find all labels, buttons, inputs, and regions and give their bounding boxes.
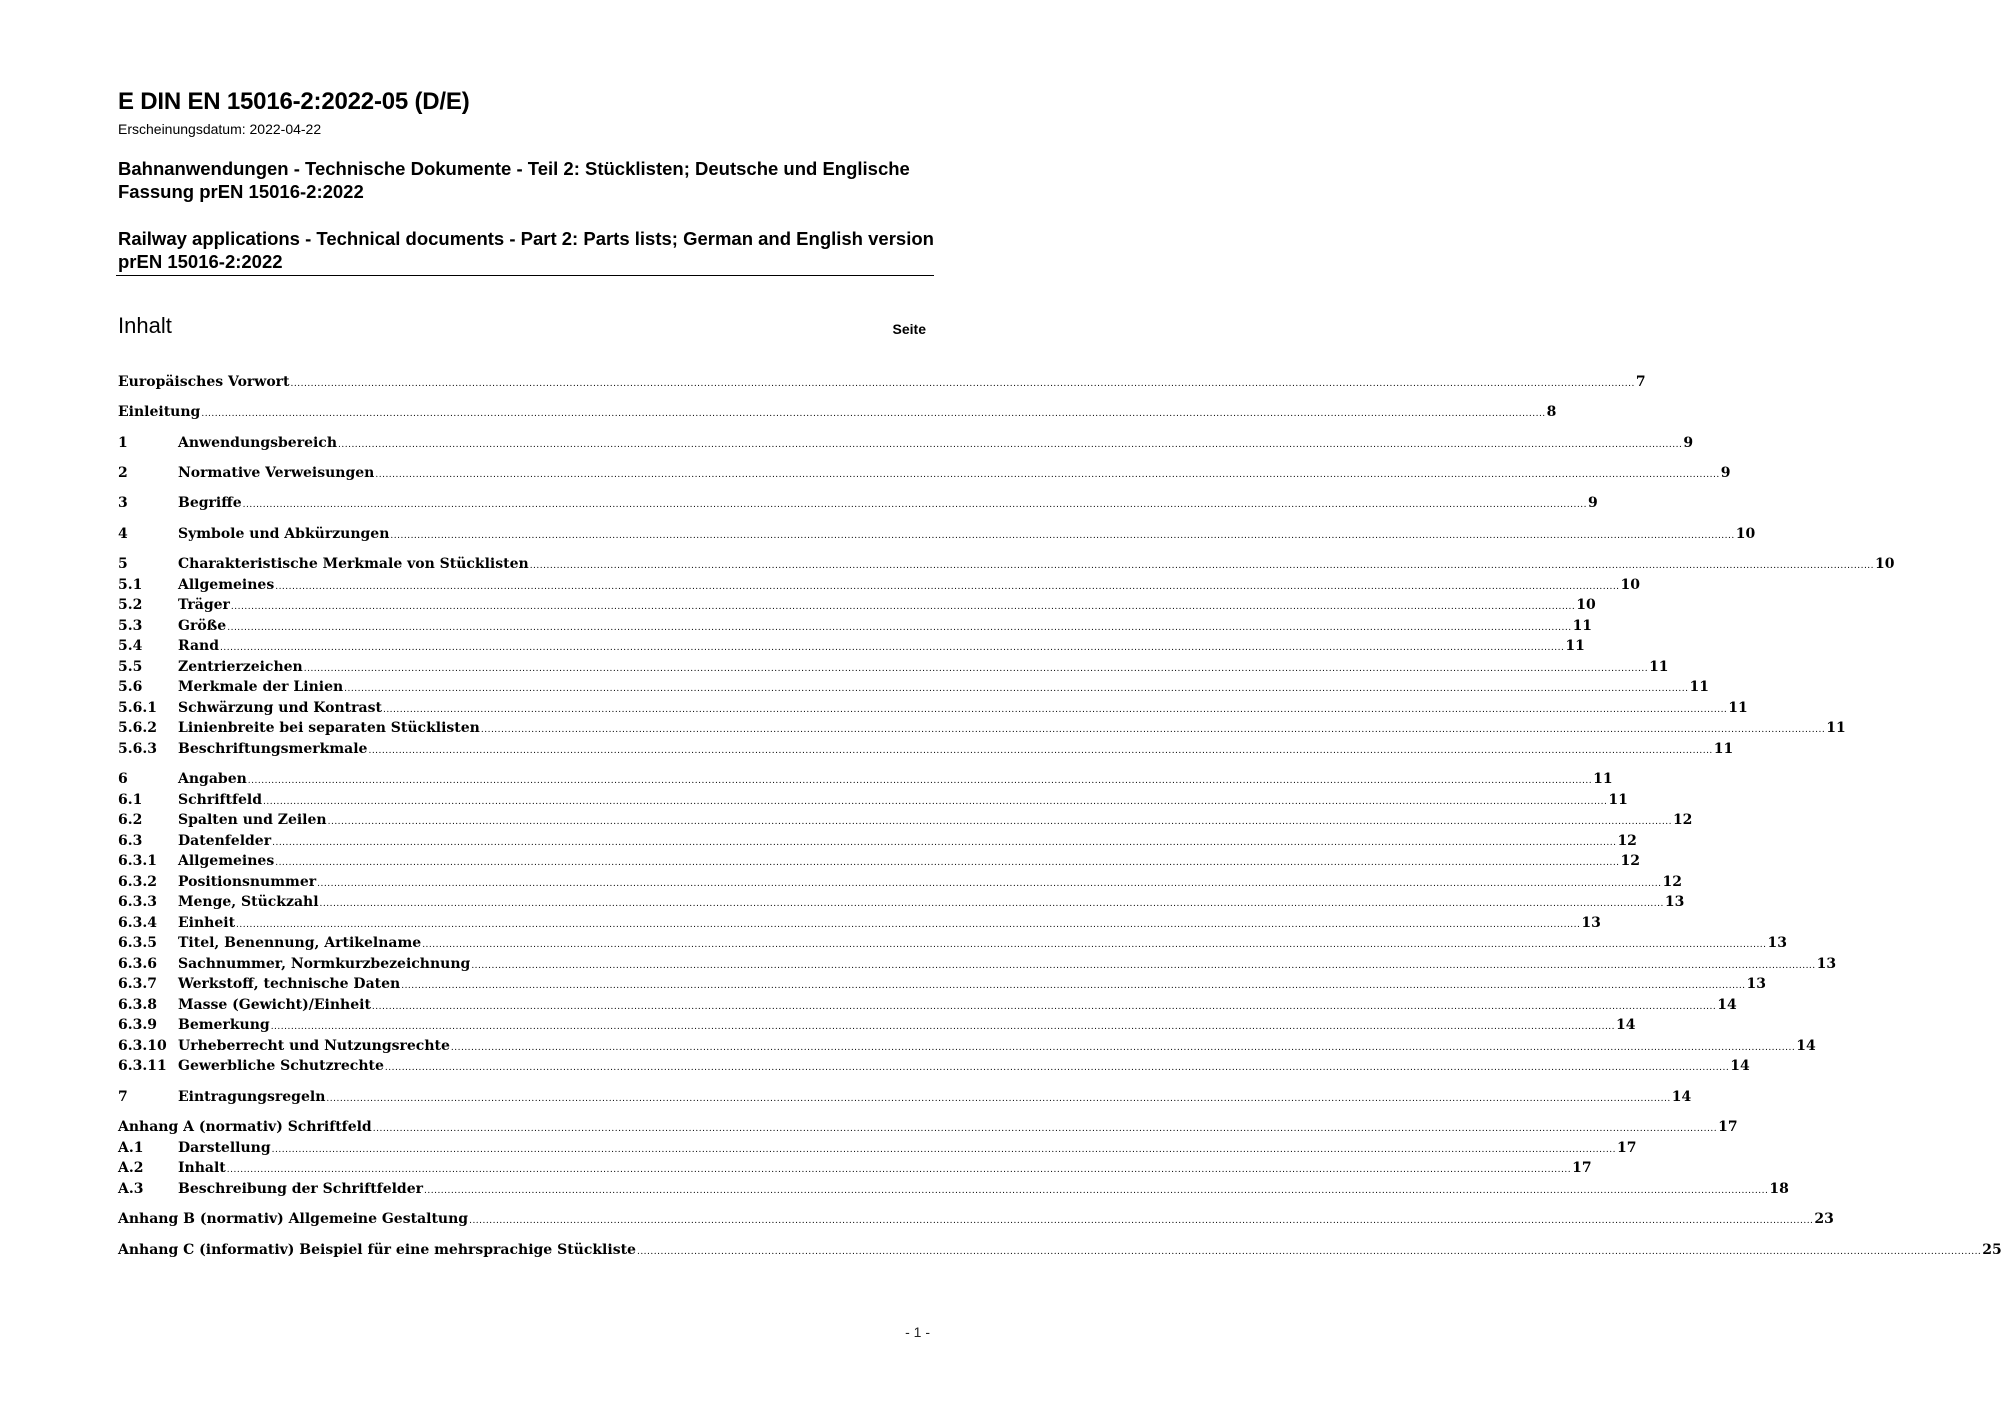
toc-dot-leader: ................................................................................................................................................................................................................................................................................................................................................................................................................: [275, 582, 1620, 592]
toc-entry-number: 6.3.2: [118, 874, 157, 890]
toc-entry-page: 12: [1620, 853, 1641, 869]
toc-entry[interactable]: [118, 995, 1737, 1015]
toc-entry[interactable]: [118, 913, 1601, 933]
toc-entry[interactable]: [118, 739, 1734, 759]
document-id: E DIN EN 15016-2:2022-05 (D/E): [118, 88, 470, 115]
toc-entry[interactable]: [118, 657, 1669, 677]
toc-entry-title: Masse (Gewicht)/Einheit: [178, 997, 371, 1013]
toc-entry[interactable]: [118, 718, 1846, 738]
toc-entry-page: 10: [1576, 597, 1596, 613]
toc-entry-page: 11: [1593, 771, 1613, 787]
toc-entry-number: 6: [118, 771, 128, 787]
toc-entry[interactable]: [118, 790, 1628, 810]
toc-entry[interactable]: [118, 698, 1748, 718]
toc-entry-number: 6.3.5: [118, 935, 157, 951]
toc-dot-leader: ................................................................................................................................................................................................................................................................................................................................................................................................................: [326, 1094, 1671, 1104]
toc-entry-title: Darstellung: [178, 1140, 271, 1156]
title-english: Railway applications - Technical documents - Part 2: Parts lists; German and English version prEN 15016-2:2022: [118, 228, 934, 272]
toc-entry-title: Europäisches Vorwort: [118, 374, 290, 390]
toc-dot-leader: ................................................................................................................................................................................................................................................................................................................................................................................................................: [272, 838, 1617, 848]
toc-entry[interactable]: [118, 1117, 1738, 1137]
toc-entry-page: 13: [1664, 894, 1685, 910]
toc-entry-number: 6.3.4: [118, 915, 157, 931]
toc-dot-leader: ................................................................................................................................................................................................................................................................................................................................................................................................................: [338, 440, 1683, 450]
title-german: Bahnanwendungen - Technische Dokumente - Teil 2: Stücklisten; Deutsche und Englische Fassung prEN 15016-2:2022: [118, 158, 910, 202]
publication-date: Erscheinungsdatum: 2022-04-22: [118, 121, 322, 137]
toc-entry-title: Begriffe: [178, 495, 242, 511]
toc-dot-leader: ................................................................................................................................................................................................................................................................................................................................................................................................................: [242, 500, 1587, 510]
toc-entry-number: 6.3.1: [118, 853, 157, 869]
toc-dot-leader: ................................................................................................................................................................................................................................................................................................................................................................................................................: [375, 470, 1720, 480]
toc-entry-number: 4: [118, 526, 128, 542]
toc-dot-leader: ................................................................................................................................................................................................................................................................................................................................................................................................................: [263, 797, 1608, 807]
toc-entry-title: Anhang A (normativ) Schriftfeld: [118, 1119, 372, 1135]
toc-entry[interactable]: [118, 636, 1585, 656]
toc-entry-page: 18: [1769, 1181, 1789, 1197]
toc-entry-number: 6.2: [118, 812, 143, 828]
toc-dot-leader: ................................................................................................................................................................................................................................................................................................................................................................................................................: [319, 899, 1664, 909]
toc-entry-page: 13: [1746, 976, 1767, 992]
toc-entry-title: Inhalt: [178, 1160, 226, 1176]
toc-entry-title: Titel, Benennung, Artikelname: [178, 935, 422, 951]
toc-entry-title: Charakteristische Merkmale von Stücklisten: [178, 556, 529, 572]
toc-entry-page: 11: [1608, 792, 1628, 808]
toc-entry-page: 12: [1617, 833, 1637, 849]
toc-entry[interactable]: [118, 493, 1598, 513]
toc-entry-page: 11: [1689, 679, 1709, 695]
toc-entry-page: 11: [1728, 700, 1748, 716]
toc-entry-page: 11: [1572, 618, 1593, 634]
toc-dot-leader: ................................................................................................................................................................................................................................................................................................................................................................................................................: [371, 1002, 1717, 1012]
toc-entry-number: 5.2: [118, 597, 143, 613]
toc-entry-number: 5.1: [118, 577, 143, 593]
toc-entry-title: Werkstoff, technische Daten: [178, 976, 401, 992]
toc-dot-leader: ................................................................................................................................................................................................................................................................................................................................................................................................................: [469, 1216, 1814, 1226]
toc-dot-leader: ................................................................................................................................................................................................................................................................................................................................................................................................................: [471, 961, 1816, 971]
toc-entry-number: A.3: [118, 1181, 144, 1197]
toc-entry-page: 9: [1587, 495, 1598, 511]
toc-page-column-label: Seite: [892, 321, 926, 337]
toc-dot-leader: ................................................................................................................................................................................................................................................................................................................................................................................................................: [227, 623, 1572, 633]
toc-entry-title: Allgemeines: [178, 577, 275, 593]
toc-entry[interactable]: [118, 954, 1837, 974]
toc-entry-number: 7: [118, 1089, 128, 1105]
toc-entry-title: Beschriftungsmerkmale: [178, 741, 368, 757]
toc-entry[interactable]: [118, 892, 1685, 912]
toc-entry[interactable]: [118, 1056, 1750, 1076]
toc-dot-leader: ................................................................................................................................................................................................................................................................................................................................................................................................................: [247, 776, 1593, 786]
toc-entry-page: 17: [1572, 1160, 1592, 1176]
toc-dot-leader: ................................................................................................................................................................................................................................................................................................................................................................................................................: [317, 879, 1662, 889]
toc-entry[interactable]: [118, 974, 1767, 994]
toc-dot-leader: ................................................................................................................................................................................................................................................................................................................................................................................................................: [270, 1022, 1616, 1032]
toc-entry-page: 10: [1620, 577, 1641, 593]
toc-entry-title: Zentrierzeichen: [178, 659, 303, 675]
toc-dot-leader: ................................................................................................................................................................................................................................................................................................................................................................................................................: [480, 725, 1826, 735]
toc-entry[interactable]: [118, 851, 1641, 871]
toc-entry-page: 14: [1616, 1017, 1636, 1033]
toc-dot-leader: ................................................................................................................................................................................................................................................................................................................................................................................................................: [382, 705, 1728, 715]
toc-entry-number: 6.3.7: [118, 976, 157, 992]
toc-entry[interactable]: [118, 810, 1693, 830]
page-number: - 1 -: [905, 1324, 930, 1340]
toc-entry-title: Anhang B (normativ) Allgemeine Gestaltung: [118, 1211, 469, 1227]
toc-entry-number: 1: [118, 435, 128, 451]
toc-entry-page: 25: [1982, 1242, 2002, 1258]
toc-entry[interactable]: [118, 1209, 1834, 1229]
toc-entry-number: 6.3.10: [118, 1038, 167, 1054]
toc-entry-page: 13: [1816, 956, 1837, 972]
toc-entry-number: 2: [118, 465, 128, 481]
toc-dot-leader: ................................................................................................................................................................................................................................................................................................................................................................................................................: [636, 1247, 1982, 1257]
toc-entry-title: Rand: [178, 638, 219, 654]
toc-heading: Inhalt: [118, 313, 172, 338]
toc-dot-leader: ................................................................................................................................................................................................................................................................................................................................................................................................................: [424, 1186, 1769, 1196]
toc-entry-page: 7: [1635, 374, 1646, 390]
toc-entry[interactable]: [118, 1087, 1692, 1107]
toc-entry-number: 5.6.3: [118, 741, 157, 757]
toc-entry-page: 14: [1671, 1089, 1692, 1105]
toc-entry-page: 12: [1672, 812, 1693, 828]
toc-entry-title: Einheit: [178, 915, 236, 931]
toc-entry-number: 6.3.9: [118, 1017, 157, 1033]
toc-entry[interactable]: [118, 769, 1613, 789]
toc-entry-title: Normative Verweisungen: [178, 465, 375, 481]
toc-entry-page: 14: [1717, 997, 1737, 1013]
toc-entry-number: 5.6.1: [118, 700, 157, 716]
toc-dot-leader: ................................................................................................................................................................................................................................................................................................................................................................................................................: [450, 1043, 1796, 1053]
toc-entry-number: 6.3.6: [118, 956, 157, 972]
toc-entry-title: Gewerbliche Schutzrechte: [178, 1058, 384, 1074]
toc-entry[interactable]: [118, 575, 1641, 595]
toc-entry[interactable]: [118, 677, 1709, 697]
toc-entry[interactable]: [118, 1158, 1592, 1178]
toc-dot-leader: ................................................................................................................................................................................................................................................................................................................................................................................................................: [271, 1145, 1616, 1155]
toc-entry-page: 8: [1546, 404, 1557, 420]
toc-entry-page: 13: [1581, 915, 1601, 931]
toc-entry-number: 5.4: [118, 638, 143, 654]
toc-dot-leader: ................................................................................................................................................................................................................................................................................................................................................................................................................: [230, 602, 1576, 612]
toc-dot-leader: ................................................................................................................................................................................................................................................................................................................................................................................................................: [401, 981, 1746, 991]
toc-entry-page: 14: [1796, 1038, 1816, 1054]
toc-entry-title: Träger: [178, 597, 230, 613]
toc-entry-page: 9: [1720, 465, 1731, 481]
toc-entry-page: 17: [1616, 1140, 1637, 1156]
toc-entry-page: 12: [1662, 874, 1682, 890]
toc-entry[interactable]: [118, 524, 1756, 544]
toc-dot-leader: ................................................................................................................................................................................................................................................................................................................................................................................................................: [344, 684, 1689, 694]
toc-entry-title: Symbole und Abkürzungen: [178, 526, 390, 542]
toc-dot-leader: ................................................................................................................................................................................................................................................................................................................................................................................................................: [529, 561, 1875, 571]
toc-entry-title: Eintragungsregeln: [178, 1089, 326, 1105]
toc-entry[interactable]: [118, 831, 1637, 851]
toc-dot-leader: ................................................................................................................................................................................................................................................................................................................................................................................................................: [372, 1124, 1718, 1134]
toc-entry-page: 11: [1565, 638, 1585, 654]
toc-dot-leader: ................................................................................................................................................................................................................................................................................................................................................................................................................: [422, 940, 1767, 950]
toc-entry-title: Anwendungsbereich: [178, 435, 337, 451]
toc-entry[interactable]: [118, 1015, 1636, 1035]
toc-entry-number: 6.3.11: [118, 1058, 167, 1074]
toc-dot-leader: ................................................................................................................................................................................................................................................................................................................................................................................................................: [226, 1165, 1572, 1175]
toc-entry-title: Anhang C (informativ) Beispiel für eine mehrsprachige Stückliste: [118, 1242, 636, 1258]
toc-entry-title: Spalten und Zeilen: [178, 812, 327, 828]
toc-entry-number: 6.3.3: [118, 894, 157, 910]
toc-entry-page: 9: [1683, 435, 1694, 451]
toc-entry[interactable]: [118, 372, 1646, 392]
toc-entry[interactable]: [118, 402, 1557, 422]
toc-dot-leader: ................................................................................................................................................................................................................................................................................................................................................................................................................: [275, 858, 1620, 868]
toc-entry-number: 6.3: [118, 833, 143, 849]
toc-entry-page: 14: [1730, 1058, 1750, 1074]
toc-entry-title: Schriftfeld: [178, 792, 263, 808]
toc-entry[interactable]: [118, 1179, 1789, 1199]
toc-dot-leader: ................................................................................................................................................................................................................................................................................................................................................................................................................: [390, 531, 1735, 541]
toc-entry-number: A.1: [118, 1140, 144, 1156]
toc-entry-title: Einleitung: [118, 404, 201, 420]
toc-entry-title: Schwärzung und Kontrast: [178, 700, 382, 716]
toc-dot-leader: ................................................................................................................................................................................................................................................................................................................................................................................................................: [384, 1063, 1730, 1073]
toc-entry-title: Urheberrecht und Nutzungsrechte: [178, 1038, 450, 1054]
toc-dot-leader: ................................................................................................................................................................................................................................................................................................................................................................................................................: [201, 409, 1546, 419]
toc-entry-page: 23: [1814, 1211, 1834, 1227]
toc-entry-title: Merkmale der Linien: [178, 679, 344, 695]
toc-entry-number: 5: [118, 556, 128, 572]
toc-entry-number: A.2: [118, 1160, 144, 1176]
toc-entry-page: 17: [1718, 1119, 1738, 1135]
toc-entry[interactable]: [118, 872, 1682, 892]
toc-entry-number: 5.3: [118, 618, 143, 634]
toc-entry-page: 11: [1713, 741, 1734, 757]
toc-entry[interactable]: [118, 554, 1895, 574]
toc-entry[interactable]: [118, 933, 1788, 953]
toc-dot-leader: ................................................................................................................................................................................................................................................................................................................................................................................................................: [303, 664, 1649, 674]
toc-entry[interactable]: [118, 595, 1596, 615]
toc-entry-title: Datenfelder: [178, 833, 272, 849]
toc-dot-leader: ................................................................................................................................................................................................................................................................................................................................................................................................................: [236, 920, 1581, 930]
toc-entry-title: Beschreibung der Schriftfelder: [178, 1181, 423, 1197]
toc-entry-page: 11: [1826, 720, 1846, 736]
toc-entry[interactable]: [118, 1036, 1816, 1056]
toc-dot-leader: ................................................................................................................................................................................................................................................................................................................................................................................................................: [220, 643, 1565, 653]
toc-entry-page: 11: [1649, 659, 1669, 675]
toc-entry[interactable]: [118, 463, 1731, 483]
toc-entry-page: 10: [1735, 526, 1756, 542]
toc-entry[interactable]: [118, 1138, 1637, 1158]
toc-entry[interactable]: [118, 616, 1593, 636]
toc-entry-number: 5.6: [118, 679, 143, 695]
toc-entry-title: Größe: [178, 618, 227, 634]
toc-entry[interactable]: [118, 1240, 2002, 1260]
toc-entry-number: 3: [118, 495, 128, 511]
toc-entry-title: Sachnummer, Normkurzbezeichnung: [178, 956, 471, 972]
toc-entry-title: Bemerkung: [178, 1017, 270, 1033]
toc-entry-number: 5.5: [118, 659, 143, 675]
toc-entry-number: 6.3.8: [118, 997, 157, 1013]
toc-entry-title: Angaben: [178, 771, 247, 787]
toc-entry-title: Positionsnummer: [178, 874, 317, 890]
toc-entry-title: Menge, Stückzahl: [178, 894, 319, 910]
toc-dot-leader: ................................................................................................................................................................................................................................................................................................................................................................................................................: [327, 817, 1672, 827]
toc-entry[interactable]: [118, 433, 1694, 453]
toc-dot-leader: ................................................................................................................................................................................................................................................................................................................................................................................................................: [368, 746, 1713, 756]
toc-dot-leader: ................................................................................................................................................................................................................................................................................................................................................................................................................: [290, 379, 1635, 389]
header-divider: [116, 275, 934, 276]
toc-entry-page: 10: [1875, 556, 1895, 572]
toc-entry-number: 6.1: [118, 792, 143, 808]
toc-entry-number: 5.6.2: [118, 720, 157, 736]
toc-entry-page: 13: [1767, 935, 1788, 951]
toc-entry-title: Allgemeines: [178, 853, 275, 869]
toc-entry-title: Linienbreite bei separaten Stücklisten: [178, 720, 480, 736]
